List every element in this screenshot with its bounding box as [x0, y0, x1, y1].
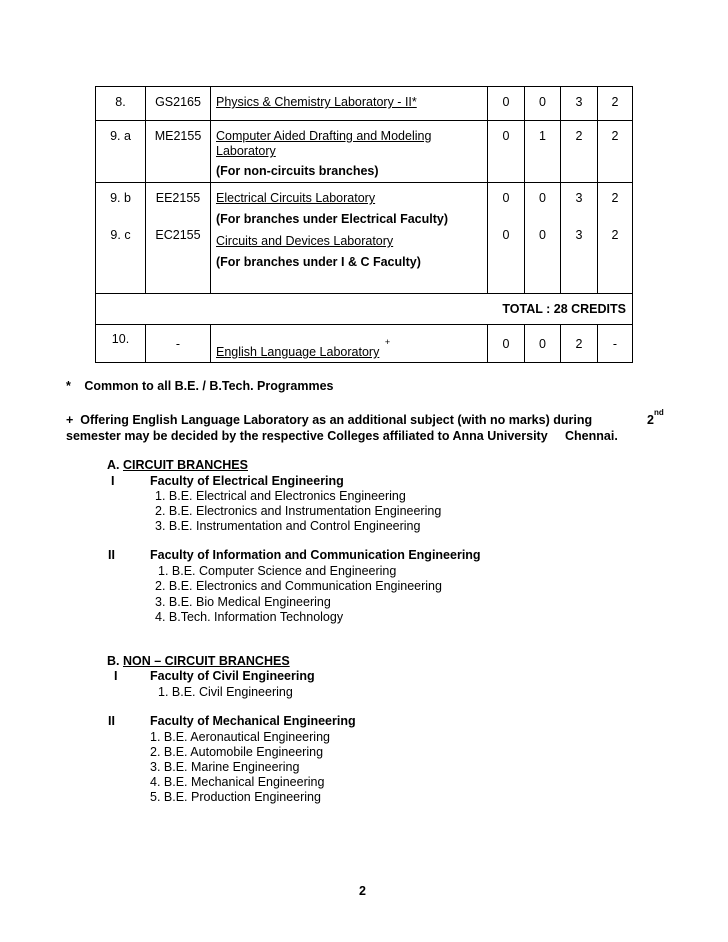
p-cell	[561, 183, 598, 294]
faculty-title: Faculty of Civil Engineering	[150, 669, 315, 683]
star-footnote	[66, 379, 333, 394]
faculty-num: I	[114, 669, 118, 683]
plus-footnote-line1	[66, 413, 592, 428]
list-item: 3. B.E. Marine Engineering	[150, 760, 300, 774]
l-cell: 0	[488, 325, 525, 363]
t-text: 0	[539, 228, 546, 242]
c-cell: -	[598, 325, 633, 363]
table-row	[96, 121, 633, 183]
l-text: 0	[502, 191, 510, 205]
title-cell	[211, 121, 488, 183]
plus-footnote-text: semester may be decided by the respective Colleges affiliated to Anna University Chennai.	[66, 429, 618, 443]
table-row	[96, 87, 633, 121]
course-note: (For branches under I & C Faculty)	[216, 255, 421, 269]
t-text: 0	[539, 191, 546, 205]
sno-text: 9. c	[110, 228, 131, 242]
list-item: 4. B.E. Mechanical Engineering	[150, 775, 325, 789]
star-mark: *	[66, 379, 71, 393]
course-title-sup: +	[384, 337, 391, 347]
sno-cell: 9. a	[96, 121, 146, 183]
page-number: 2	[359, 884, 366, 898]
code-cell: -	[146, 325, 211, 363]
faculty-title: Faculty of Electrical Engineering	[150, 474, 344, 488]
title-cell	[211, 183, 488, 294]
section-title: NON – CIRCUIT BRANCHES	[122, 654, 290, 668]
section-a-heading	[107, 458, 248, 473]
l-text: 0	[502, 228, 510, 242]
code-cell	[146, 183, 211, 294]
l-cell: 0	[488, 121, 525, 183]
code-text: EC2155	[155, 228, 201, 242]
c-cell: 2	[598, 121, 633, 183]
list-item: 2. B.E. Automobile Engineering	[150, 745, 324, 759]
l-cell	[488, 183, 525, 294]
faculty-title: Faculty of Information and Communication Engineering	[150, 548, 481, 562]
table-row	[96, 325, 633, 363]
star-footnote-text: Common to all B.E. / B.Tech. Programmes	[84, 379, 334, 393]
list-item: 1. B.E. Electrical and Electronics Engineering	[155, 489, 406, 503]
c-text: 2	[611, 191, 619, 205]
t-cell: 1	[525, 121, 561, 183]
list-item: 3. B.E. Bio Medical Engineering	[155, 595, 331, 609]
list-item: 2. B.E. Electronics and Communication Engineering	[155, 579, 442, 593]
list-item: 1. B.E. Civil Engineering	[158, 685, 293, 699]
course-table	[95, 86, 633, 363]
course-title: Computer Aided Drafting and Modeling Laboratory	[216, 129, 432, 158]
ordinal-suffix: nd	[653, 408, 664, 417]
code-cell: GS2165	[146, 87, 211, 121]
course-title: Circuits and Devices Laboratory	[216, 234, 394, 248]
course-title: Electrical Circuits Laboratory	[216, 191, 376, 205]
course-note: (For branches under Electrical Faculty)	[216, 212, 449, 226]
t-cell: 0	[525, 87, 561, 121]
section-prefix: A.	[107, 458, 120, 472]
title-cell	[211, 325, 488, 363]
c-cell: 2	[598, 87, 633, 121]
sno-cell: 10.	[96, 325, 146, 363]
list-item: 1. B.E. Aeronautical Engineering	[150, 730, 330, 744]
course-title: English Language Laboratory	[216, 345, 380, 360]
faculty-num: I	[111, 474, 115, 488]
p-cell: 2	[561, 325, 598, 363]
table-row	[96, 183, 633, 294]
list-item: 2. B.E. Electronics and Instrumentation Engineering	[155, 504, 442, 518]
list-item: 1. B.E. Computer Science and Engineering	[158, 564, 397, 578]
ordinal-number: 2	[647, 413, 654, 427]
sno-text: 9. b	[110, 191, 131, 205]
section-title: CIRCUIT BRANCHES	[122, 458, 248, 472]
t-cell: 0	[525, 325, 561, 363]
code-text: EE2155	[155, 191, 201, 205]
t-cell	[525, 183, 561, 294]
list-item: 3. B.E. Instrumentation and Control Engineering	[155, 519, 421, 533]
list-item: 5. B.E. Production Engineering	[150, 790, 321, 804]
p-text: 3	[575, 228, 583, 242]
title-cell	[211, 87, 488, 121]
course-title: Physics & Chemistry Laboratory - II*	[216, 95, 417, 109]
section-b-heading	[107, 654, 290, 669]
course-note: (For non-circuits branches)	[216, 164, 379, 178]
p-text: 3	[575, 191, 583, 205]
faculty-num: II	[108, 714, 115, 728]
faculty-num: II	[108, 548, 115, 562]
sno-cell: 8.	[96, 87, 146, 121]
plus-footnote-text: + Offering English Language Laboratory as an additional subject (with no marks) during	[66, 413, 593, 427]
c-text: 2	[611, 228, 619, 242]
l-cell: 0	[488, 87, 525, 121]
code-cell: ME2155	[146, 121, 211, 183]
faculty-title: Faculty of Mechanical Engineering	[150, 714, 356, 728]
plus-footnote-line2	[66, 429, 618, 444]
sno-cell	[96, 183, 146, 294]
total-row	[96, 294, 633, 325]
p-cell: 3	[561, 87, 598, 121]
total-credits: TOTAL : 28 CREDITS	[96, 294, 633, 325]
p-cell: 2	[561, 121, 598, 183]
plus-footnote-ordinal	[647, 408, 664, 429]
section-prefix: B.	[107, 654, 120, 668]
c-cell	[598, 183, 633, 294]
list-item: 4. B.Tech. Information Technology	[155, 610, 344, 624]
